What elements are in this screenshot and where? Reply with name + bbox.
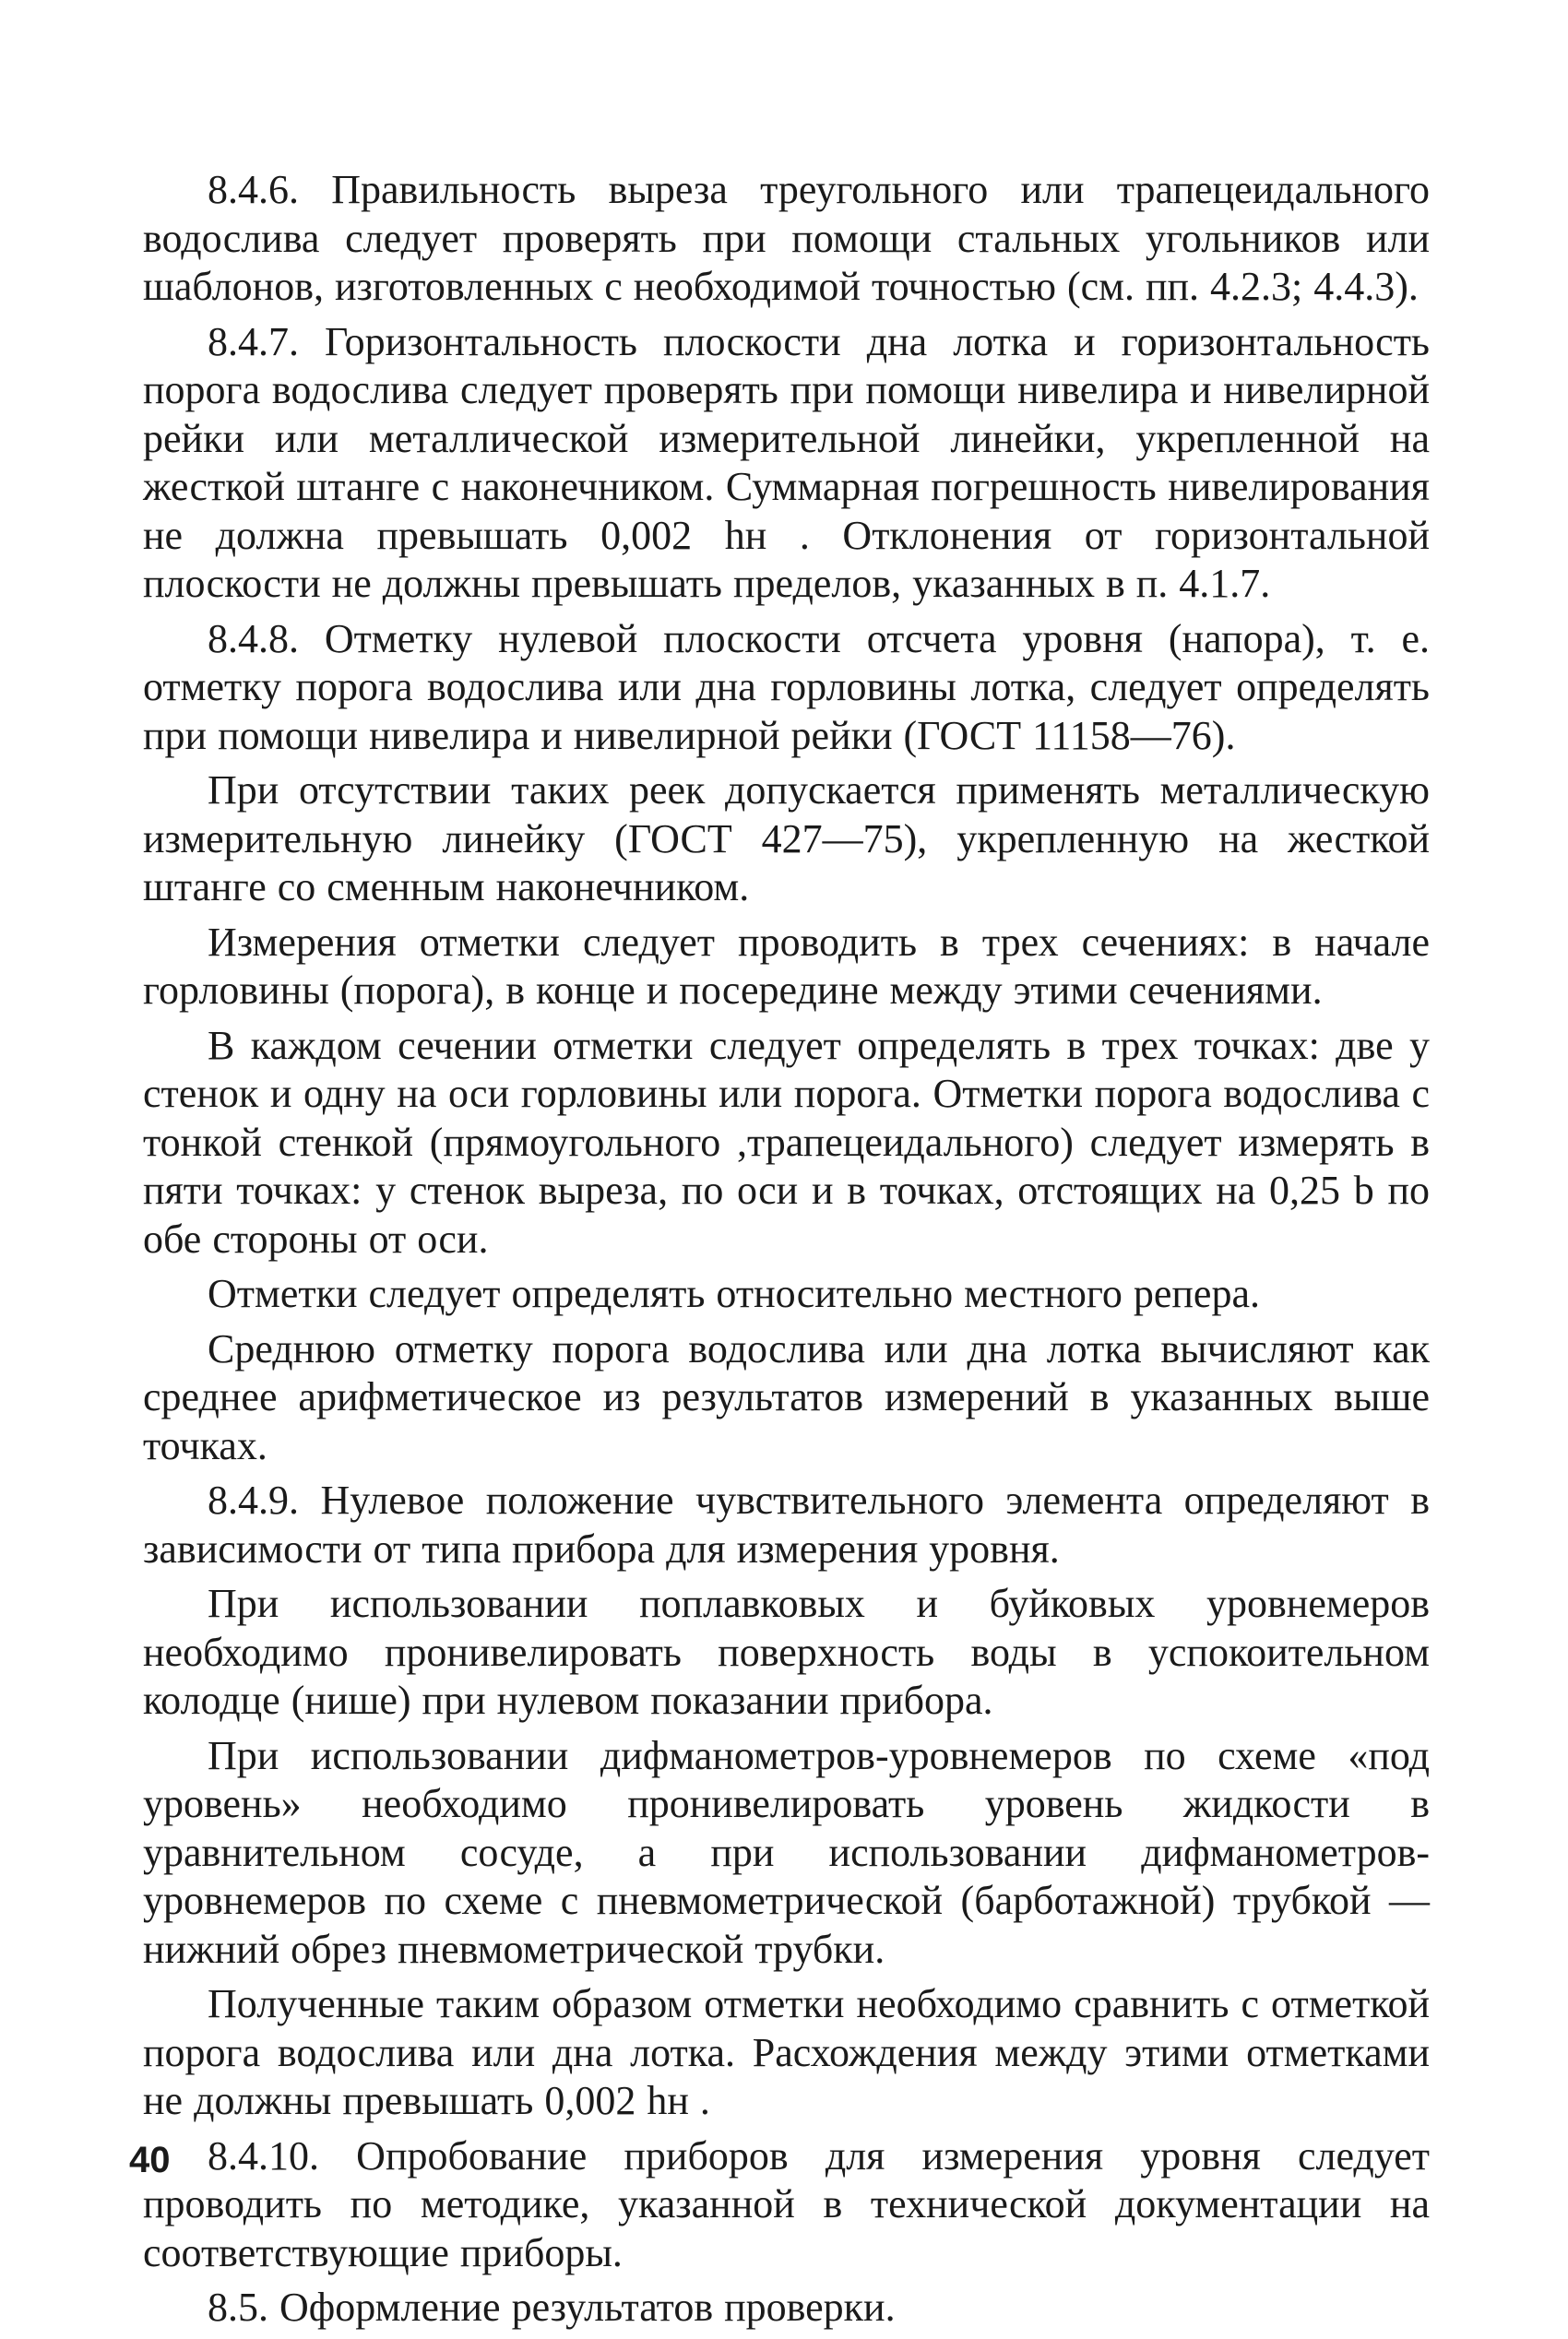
paragraph-floats: При использовании поплавковых и буйковых уровнемеров необходимо пронивелировать поверхность воды в успокоительном колодце (нише) при нулевом показании прибора. (143, 1581, 1430, 1723)
paragraph-8-4-6: 8.4.6. Правильность выреза треугольного или трапецеидального водослива следует проверять при помощи стальных угольников или шаблонов, изготовленных с необходимой точностью (см. пп. 4.2.3; 4.4.3). (143, 167, 1430, 309)
paragraph-average: Среднюю отметку порога водослива или дна лотка вычисляют как среднее арифметическое из результатов измерений в указанных выше точках. (143, 1325, 1430, 1468)
page-number: 40 (129, 2140, 171, 2180)
paragraph-8-4-9: 8.4.9. Нулевое положение чувствительного элемента определяют в зависимости от типа прибора для измерения уровня. (143, 1478, 1430, 1572)
paragraph-ruler: При отсутствии таких реек допускается применять металлическую измерительную линейку (ГОСТ 427—75), укрепленную на жесткой штанге со сменным наконечником. (143, 767, 1430, 909)
paragraph-points: В каждом сечении отметки следует определять в трех точках: две у стенок и одну на оси горловины или порога. Отметки порога водослива с тонкой стенкой (прямоугольного ,трапецеидального) следует измерять в пяти точках: у стенок выреза, по оси и в точках, отстоящих на 0,25 b по обе стороны от оси. (143, 1022, 1430, 1262)
paragraph-sections: Измерения отметки следует проводить в трех сечениях: в начале горловины (порога), в конце и посередине между этими сечениями. (143, 919, 1430, 1013)
document-page (143, 166, 1430, 2339)
paragraph-8-4-7: 8.4.7. Горизонтальность плоскости дна лотка и горизонтальность порога водослива следует проверять при помощи нивелира и нивелирной рейки или металлической измерительной линейки, укрепленной на жесткой штанге с наконечником. Суммарная погрешность нивелирования не должна превышать 0,002 hн . Отклонения от горизонтальной плоскости не должны превышать пределов, указанных в п. 4.1.7. (143, 318, 1430, 606)
paragraph-difman: При использовании дифманометров-уровнемеров по схеме «под уровень» необходимо пронивелировать уровень жидкости в уравнительном сосуде, а при использовании дифманометров-уровнемеров по схеме с пневмометрической (барботажной) трубкой — нижний обрез пневмометрической трубки. (143, 1732, 1430, 1972)
paragraph-compare: Полученные таким образом отметки необходимо сравнить с отметкой порога водослива или дна лотка. Расхождения между этими отметками не должны превышать 0,002 hн . (143, 1981, 1430, 2123)
paragraph-8-4-8: 8.4.8. Отметку нулевой плоскости отсчета уровня (напора), т. е. отметку порога водослива или дна горловины лотка, следует определять при помощи нивелира и нивелирной рейки (ГОСТ 11158—76). (143, 615, 1430, 758)
paragraph-8-5: 8.5. Оформление результатов проверки. (208, 2285, 896, 2330)
paragraph-8-4-10: 8.4.10. Опробование приборов для измерения уровня следует проводить по методике, указанной в технической документации на соответствующие приборы. (143, 2132, 1430, 2275)
paragraph-reper: Отметки следует определять относительно местного репера. (208, 1271, 1260, 1316)
